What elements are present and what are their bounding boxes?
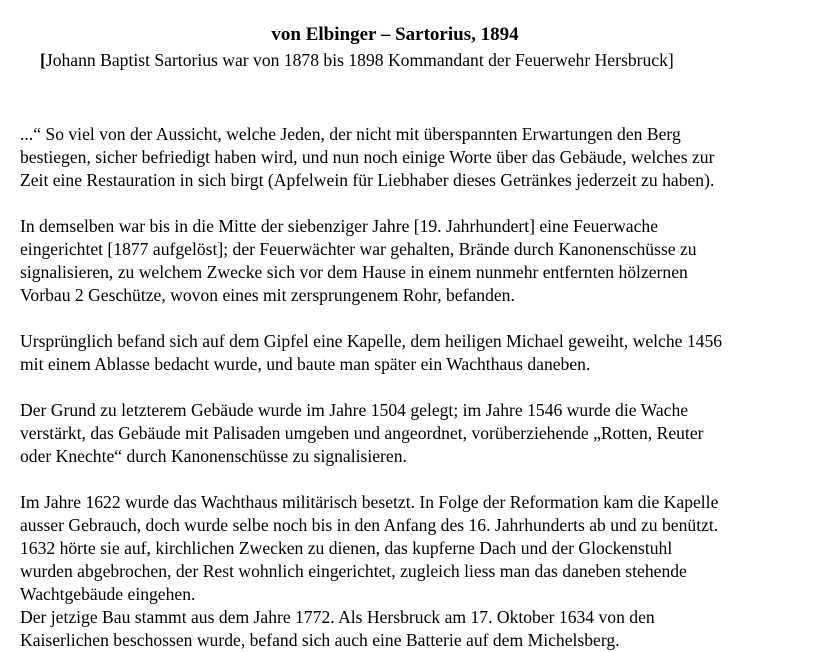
document-title: von Elbinger – Sartorius, 1894 (271, 24, 519, 45)
paragraph-kapelle: Ursprünglich befand sich auf dem Gipfel eine Kapelle, dem heiligen Michael geweiht, welche 1456 mit einem Ablasse bedacht wurde, und baute man später ein Wachthaus daneben. (20, 331, 723, 374)
paragraph-feuerwache: In demselben war bis in die Mitte der siebenziger Jahre [19. Jahrhundert] eine Feuerwache eingerichtet [1877 aufgelöst]; der Feuerwächter war gehalten, Brände durch Kanonenschüsse zu signalisieren, zu welchem Zwecke sich vor dem Hause in einem nunmehr entfernten hölzernen Vorbau 2 Geschütze, wovon eines mit zersprungenem Rohr, befanden. (20, 216, 697, 305)
document-body (20, 123, 820, 652)
subtitle-bracket: [ (40, 50, 46, 70)
document-subtitle (40, 49, 674, 71)
paragraph-jetziger-bau: Der jetzige Bau stammt aus dem Jahre 1772. Als Hersbruck am 17. Oktober 1634 von den Kaiserlichen beschossen wurde, befand sich auch eine Batterie auf dem Michelsberg. (20, 607, 655, 650)
subtitle-text: Johann Baptist Sartorius war von 1878 bis 1898 Kommandant der Feuerwehr Hersbruck] (45, 50, 674, 70)
paragraph-aussicht: ...“ So viel von der Aussicht, welche Jeden, der nicht mit überspannten Erwartungen den Berg bestiegen, sicher befriedigt haben wird, und nun noch einige Worte über das Gebäude, welches zur Zeit eine Restauration in sich birgt (Apfelwein für Liebhaber dieses Getränkes jederzeit zu haben). (20, 124, 715, 190)
paragraph-grund: Der Grund zu letzterem Gebäude wurde im Jahre 1504 gelegt; im Jahre 1546 wurde die Wache verstärkt, das Gebäude mit Palisaden umgeben und angeordnet, vorüberziehende „Rotten, Reuter oder Knechte“ durch Kanonenschüsse zu signalisieren. (20, 400, 704, 466)
paragraph-1622: Im Jahre 1622 wurde das Wachthaus militärisch besetzt. In Folge der Reformation kam die Kapelle ausser Gebrauch, doch wurde selbe noch bis in den Anfang des 16. Jahrhunderts ab und zu benützt. 1632 hörte sie auf, kirchlichen Zwecken zu dienen, das kupferne Dach und der Glockenstuhl wurden abgebrochen, der Rest wohnlich eingerichtet, zugleich liess man das daneben stehende Wachtgebäude eingehen. (20, 492, 719, 604)
